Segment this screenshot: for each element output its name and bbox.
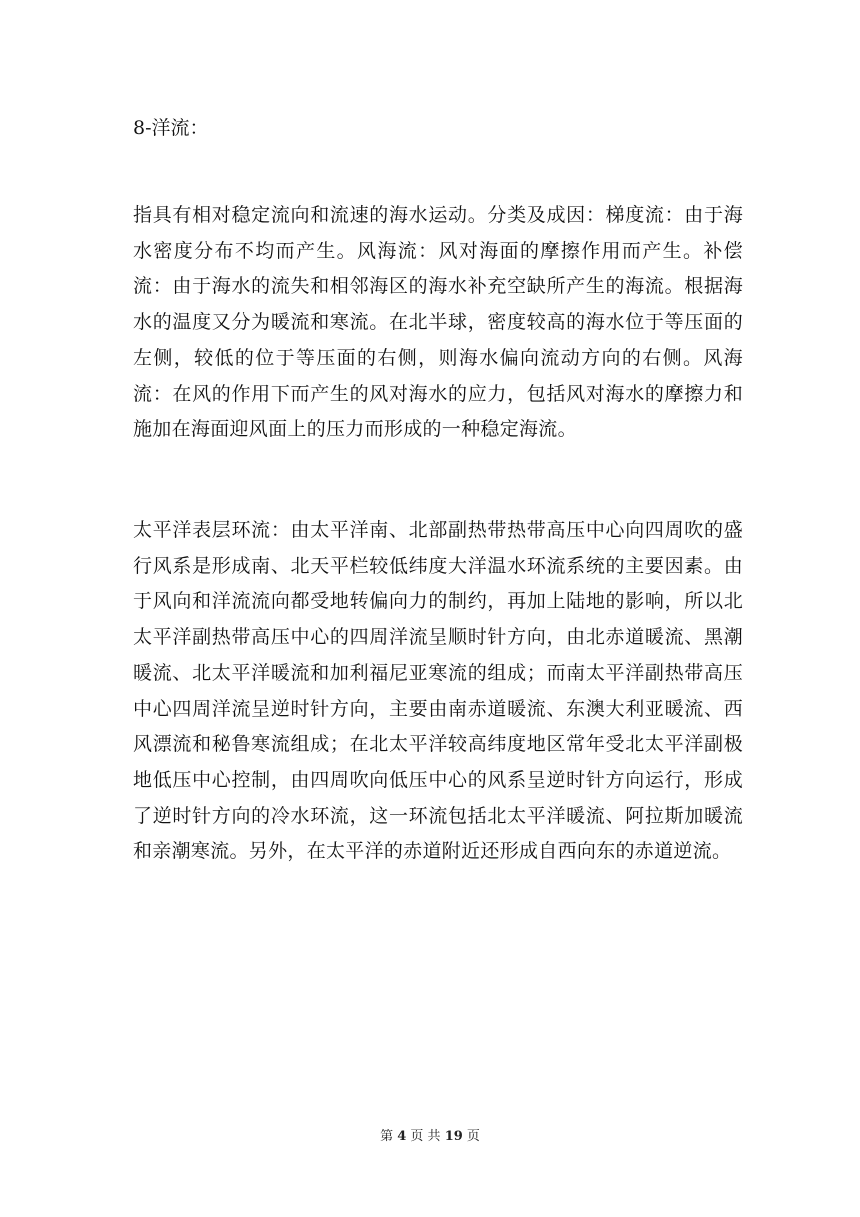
section-heading: 8-洋流： xyxy=(133,117,209,139)
footer-suffix: 页 xyxy=(466,1129,480,1144)
paragraph-pacific-circulation: 太平洋表层环流：由太平洋南、北部副热带热带高压中心向四周吹的盛行风系是形成南、北天平栏较低纬度大洋温水环流系统的主要因素。由于风向和洋流流向都受地转偏向力的制约，再加上陆地的影响，所以北太平洋副热带高压中心的四周洋流呈顺时针方向，由北赤道暖流、黑潮暖流、北太平洋暖流和加利福尼亚寒流的组成；而南太平洋副热带高压中心四周洋流呈逆时针方向，主要由南赤道暖流、东澳大利亚暖流、西风漂流和秘鲁寒流组成；在北太平洋较高纬度地区常年受北太平洋副极地低压中心控制，由四周吹向低压中心的风系呈逆时针方向运行，形成了逆时针方向的冷水环流，这一环流包括北太平洋暖流、阿拉斯加暖流和亲潮寒流。另外，在太平洋的赤道附近还形成自西向东的赤道逆流。 xyxy=(133,519,743,863)
page-number-footer xyxy=(0,1128,860,1146)
total-pages-number: 19 xyxy=(444,1129,463,1144)
footer-middle: 页 共 xyxy=(410,1129,441,1144)
paragraph-ocean-current-definition: 指具有相对稳定流向和流速的海水运动。分类及成因：梯度流：由于海水密度分布不均而产生。风海流：风对海面的摩擦作用而产生。补偿流：由于海水的流失和相邻海区的海水补充空缺所产生的海流。根据海水的温度又分为暖流和寒流。在北半球，密度较高的海水位于等压面的左侧，较低的位于等压面的右侧，则海水偏向流动方向的右侧。风海流：在风的作用下而产生的风对海水的应力，包括风对海水的摩擦力和施加在海面迎风面上的压力而形成的一种稳定海流。 xyxy=(133,204,743,441)
current-page-number: 4 xyxy=(397,1129,407,1144)
footer-prefix: 第 xyxy=(380,1129,394,1144)
